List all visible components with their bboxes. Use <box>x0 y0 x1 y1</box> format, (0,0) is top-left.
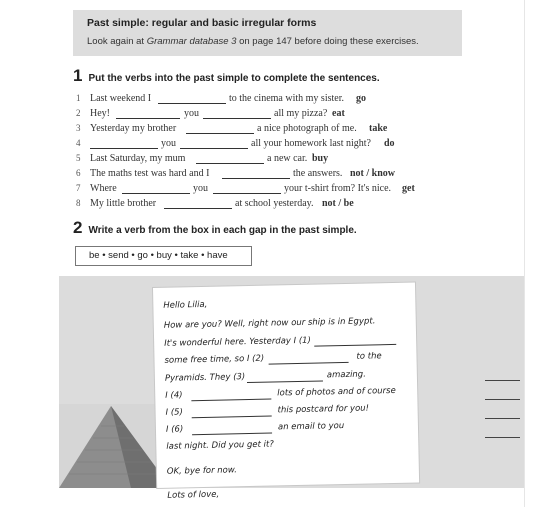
answer-gap[interactable] <box>196 163 264 164</box>
textbook-page <box>59 0 524 501</box>
grammar-title: Past simple: regular and basic irregular forms <box>87 17 317 29</box>
answer-gap[interactable] <box>180 148 248 149</box>
answer-gap[interactable] <box>222 178 290 179</box>
answer-gap[interactable] <box>116 118 180 119</box>
letter-line: last night. Did you get it? <box>166 439 274 452</box>
grammar-subtitle: Look again at Grammar database 3 on page 147 before doing these exercises. <box>87 36 419 47</box>
side-answer-line[interactable] <box>485 437 520 438</box>
letter-line: It's wonderful here. Yesterday I (1) <box>164 334 404 339</box>
sentence-3: 3 Yesterday my brother a nice photograph of me. take <box>76 123 388 134</box>
page-edge-divider <box>524 0 525 507</box>
exercise-2-number: 2 <box>73 218 83 237</box>
sentence-7: 7 Where you your t-shirt from? It's nice. get <box>76 183 415 194</box>
answer-gap[interactable] <box>192 416 272 419</box>
exercise-1-heading <box>73 66 380 86</box>
answer-gap[interactable] <box>269 362 349 365</box>
sentence-4: 4 you all your homework last night? do <box>76 138 395 149</box>
letter-closing: OK, bye for now. <box>166 465 238 477</box>
letter-line: How are you? Well, right now our ship is in Egypt. <box>163 316 376 331</box>
answer-gap[interactable] <box>213 193 281 194</box>
answer-gap[interactable] <box>122 193 190 194</box>
grammar-reference-box <box>73 10 462 56</box>
postcard-letter <box>153 283 419 501</box>
letter-line: I (5) this postcard for you! <box>165 403 370 418</box>
answer-gap[interactable] <box>192 433 272 436</box>
answer-gap[interactable] <box>191 399 271 402</box>
letter-line: I (6) an email to you <box>165 421 345 435</box>
sentence-5: 5 Last Saturday, my mum a new car. buy <box>76 153 329 164</box>
sentence-6: 6 The maths test was hard and I the answers. not / know <box>76 168 396 179</box>
answer-gap[interactable] <box>203 118 271 119</box>
sentence-8: 8 My little brother at school yesterday. not / be <box>76 198 354 209</box>
side-answer-line[interactable] <box>485 399 520 400</box>
answer-gap[interactable] <box>90 148 158 149</box>
letter-line: Pyramids. They (3) amazing. <box>164 369 366 384</box>
exercise-1-instruction: Put the verbs into the past simple to complete the sentences. <box>88 73 380 84</box>
sentence-1: 1 Last weekend I to the cinema with my sister. go <box>76 93 366 104</box>
side-answer-line[interactable] <box>485 418 520 419</box>
letter-line: some free time, so I (2) to the <box>164 351 382 366</box>
sentence-2: 2 Hey! you all my pizza? eat <box>76 108 345 119</box>
side-answer-line[interactable] <box>485 380 520 381</box>
answer-gap[interactable] <box>164 208 232 209</box>
exercise-2-heading <box>73 218 357 238</box>
word-box: be • send • go • buy • take • have <box>75 246 252 266</box>
letter-line: I (4) lots of photos and of course <box>165 385 396 401</box>
answer-gap[interactable] <box>247 380 323 383</box>
exercise-2-instruction: Write a verb from the box in each gap in the past simple. <box>88 225 357 236</box>
exercise-1-number: 1 <box>73 66 83 85</box>
letter-greeting: Hello Lilia, <box>163 299 208 311</box>
answer-gap[interactable] <box>158 103 226 104</box>
answer-gap[interactable] <box>186 133 254 134</box>
letter-signoff: Lots of love, <box>167 489 220 501</box>
answer-gap[interactable] <box>314 344 396 347</box>
